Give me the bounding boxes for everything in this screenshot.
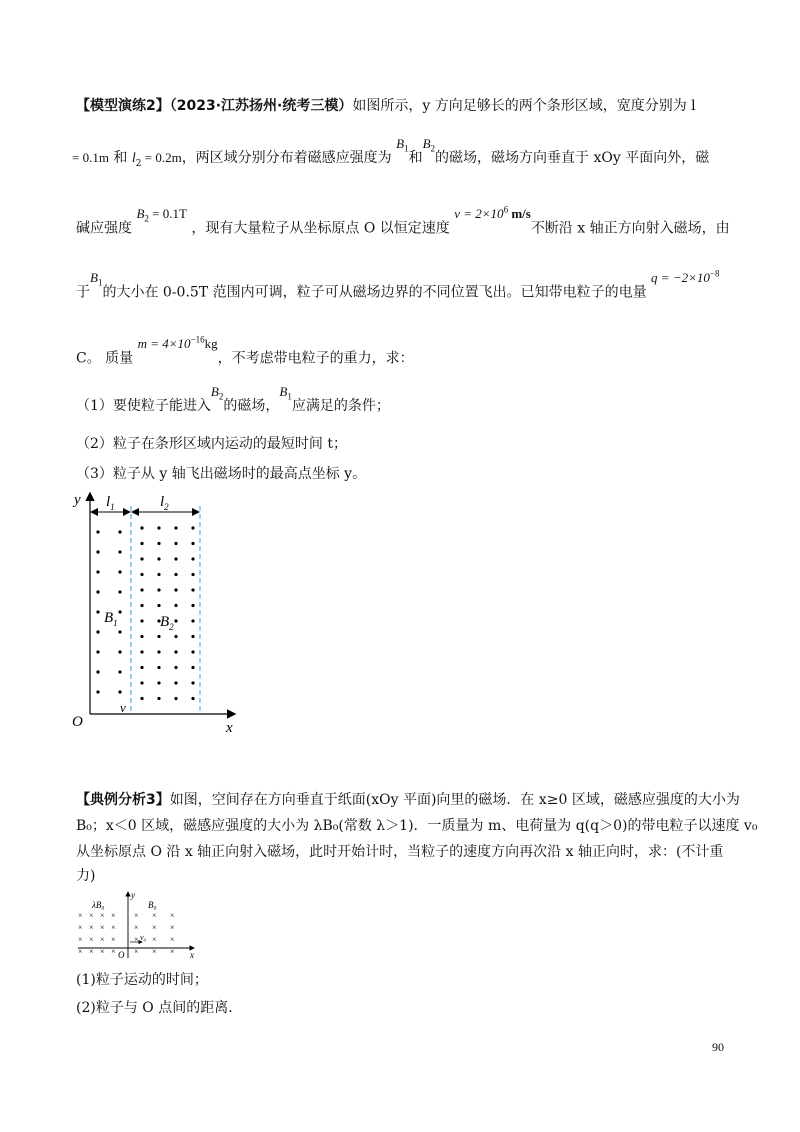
fig2-right-field-label: B₀ — [148, 900, 157, 910]
field-dot — [118, 530, 121, 533]
field-dot — [191, 557, 194, 560]
field-dot — [96, 530, 99, 533]
field-dot — [96, 610, 99, 613]
problem2-line4 — [76, 269, 720, 307]
field-dot — [174, 635, 177, 638]
field-dot — [118, 670, 121, 673]
field-cross: × — [100, 911, 105, 920]
field-dot — [191, 619, 194, 622]
b1-symbol: $B_1$ — [396, 136, 409, 154]
field-dot — [140, 526, 143, 529]
field-dot — [140, 697, 143, 700]
field-dot — [118, 690, 121, 693]
field-cross: × — [170, 935, 175, 944]
fig2-x-label: x — [190, 950, 194, 960]
field-dot — [96, 630, 99, 633]
field-dot — [118, 630, 121, 633]
problem2-text-a: ，两区域分别分布着磁感应强度为 — [181, 150, 392, 166]
field-dot — [191, 526, 194, 529]
field-cross: × — [134, 923, 139, 932]
y-axis-label: y — [74, 492, 81, 508]
field-cross: × — [78, 923, 83, 932]
field-dot — [157, 666, 160, 669]
field-cross: × — [111, 923, 116, 932]
field-dot — [191, 681, 194, 684]
field-dot — [191, 650, 194, 653]
field-cross: × — [78, 947, 83, 956]
and-word: 和 — [113, 150, 132, 166]
field-cross: × — [100, 947, 105, 956]
field-dot — [96, 670, 99, 673]
q1-b1: $B_1$ — [279, 384, 292, 402]
field-dot — [174, 650, 177, 653]
field-dot — [157, 681, 160, 684]
field-dot — [96, 650, 99, 653]
origin-label: O — [72, 714, 83, 730]
velocity-value: $v = 2\times 10^6$ m/s — [454, 205, 531, 222]
problem3-line1-text: 如图，空间存在方向垂直于纸面(xOy 平面)向里的磁场．在 x≥0 区域，磁感应强度的大小为 — [169, 792, 740, 808]
field-dot — [174, 588, 177, 591]
field-cross: × — [111, 947, 116, 956]
problem2-line2 — [72, 136, 710, 174]
field-dot — [118, 570, 121, 573]
field-strength-word: 碱应强度 — [76, 220, 132, 237]
and-word-2: 和 — [408, 150, 423, 166]
field-dot — [157, 526, 160, 529]
q1-text-c: 应满足的条件； — [291, 398, 390, 414]
field-dot — [157, 588, 160, 591]
field-dot — [157, 573, 160, 576]
field-dot — [157, 604, 160, 607]
field-cross: × — [152, 947, 157, 956]
problem2-question2: （2）粒子在条形区域内运动的最短时间 t； — [76, 436, 347, 452]
problem2-text-e: 的大小在 0-0.5T 范围内可调，粒子可从磁场边界的不同位置飞出。已知带电粒子的电量 — [102, 284, 647, 301]
field-dot — [174, 619, 177, 622]
field-cross: × — [152, 923, 157, 932]
field-dot — [140, 604, 143, 607]
field-dot — [157, 542, 160, 545]
field-cross: × — [89, 935, 94, 944]
fig2-velocity-label: v₀ — [140, 933, 147, 942]
field-dot — [174, 526, 177, 529]
field-cross: × — [78, 911, 83, 920]
field-cross: × — [89, 911, 94, 920]
field-dot — [191, 588, 194, 591]
field-cross: × — [111, 935, 116, 944]
b1-symbol-2: $B_1$ — [90, 270, 103, 288]
field-cross: × — [134, 911, 139, 920]
problem2-intro: 如图所示，y 方向足够长的两个条形区域，宽度分别为 l — [352, 98, 696, 114]
field-dot — [140, 573, 143, 576]
field-dot — [157, 635, 160, 638]
field-cross: × — [170, 947, 175, 956]
problem3-line2: B₀；x＜0 区域，磁感应强度的大小为 λB₀(常数 λ＞1)．一质量为 m、电荷量为 q(q＞0)的带电粒子以速度 v₀ — [76, 818, 758, 834]
page-number: 90 — [712, 1040, 724, 1054]
field-dot — [174, 697, 177, 700]
field-dot — [191, 697, 194, 700]
field-dot — [174, 542, 177, 545]
field-cross: × — [89, 947, 94, 956]
field-cross: × — [170, 911, 175, 920]
field-dot — [140, 666, 143, 669]
field-dot — [140, 557, 143, 560]
field-dot — [174, 666, 177, 669]
problem2-text-c: ，现有大量粒子从坐标原点 O 以恒定速度 — [191, 220, 450, 237]
field-dot — [96, 590, 99, 593]
l2-label: $l_2$ — [160, 494, 169, 512]
problem2-text-b: 的磁场，磁场方向垂直于 xOy 平面向外，磁 — [435, 150, 710, 166]
field-cross: × — [152, 935, 157, 944]
fig2-field-crosses — [78, 911, 175, 956]
b2-symbol: $B_2$ — [422, 136, 436, 154]
field-cross: × — [134, 947, 139, 956]
field-dot — [174, 557, 177, 560]
field-dot — [118, 550, 121, 553]
charge-value: $q = -2\times 10^{-8}$ — [651, 269, 720, 286]
problem3-question1: (1)粒子运动的时间； — [76, 972, 208, 988]
field-dot — [118, 650, 121, 653]
x-axis-label: x — [226, 720, 233, 736]
figure-two-fields — [74, 888, 214, 968]
field-dot — [191, 573, 194, 576]
field-dot — [96, 690, 99, 693]
l1-value: = 0.1m — [72, 150, 109, 165]
problem3-line3: 从坐标原点 O 沿 x 轴正向射入磁场，此时开始计时，当粒子的速度方向再次沿 x 轴正向时，求：(不计重 — [76, 844, 724, 860]
field-dot — [118, 590, 121, 593]
field-dot — [140, 635, 143, 638]
figure-strip-fields — [64, 486, 264, 746]
field-cross: × — [78, 935, 83, 944]
problem2-tag: 【模型演练2】 — [76, 98, 170, 114]
q1-b2: $B_2$ — [210, 384, 224, 402]
due-word: 于 — [76, 284, 90, 301]
problem2-line3 — [76, 205, 730, 243]
problem2-line5 — [76, 335, 414, 368]
field-dot — [118, 610, 121, 613]
coulomb-mass-word: C。 质量 — [76, 350, 134, 367]
field-cross: × — [100, 935, 105, 944]
velocity-label: v — [120, 700, 126, 715]
l2-symbol: l — [131, 151, 136, 166]
b1-label: $B_1$ — [104, 610, 118, 628]
field-dot — [174, 681, 177, 684]
fig2-left-field-label: λB₀ — [92, 900, 105, 910]
field-dot — [96, 550, 99, 553]
fig2-y-label: y — [131, 890, 135, 900]
mass-value: $m = 4\times 10^{-16}kg$ — [137, 335, 218, 352]
field-dot — [157, 697, 160, 700]
q1-text-b: 的磁场， — [223, 398, 280, 414]
field-cross: × — [100, 923, 105, 932]
field-cross: × — [111, 911, 116, 920]
b2-label: $B_2$ — [160, 614, 174, 632]
field-dot — [96, 570, 99, 573]
problem3-line4: 力) — [76, 868, 96, 884]
field-dot — [174, 573, 177, 576]
field-dot — [174, 604, 177, 607]
field-cross: × — [152, 911, 157, 920]
l2-value: = 0.2m — [141, 150, 182, 165]
field-dot — [157, 557, 160, 560]
problem2-line1 — [76, 96, 696, 116]
problem3-line1 — [76, 790, 740, 810]
l1-label: $l_1$ — [106, 494, 115, 512]
field-dot — [191, 635, 194, 638]
problem2-question1 — [76, 384, 390, 421]
field-dot — [140, 650, 143, 653]
field-dot — [191, 542, 194, 545]
field-cross: × — [170, 923, 175, 932]
field-cross: × — [134, 935, 139, 944]
problem3-question2: (2)粒子与 O 点间的距离． — [76, 1000, 243, 1016]
field-cross: × — [89, 923, 94, 932]
field-dot — [140, 619, 143, 622]
problem3-tag: 【典例分析3】 — [76, 792, 170, 808]
q1-text-a: （1）要使粒子能进入 — [76, 398, 211, 414]
field-dot — [191, 666, 194, 669]
l2-sub: 2 — [135, 158, 142, 169]
field-dot — [140, 542, 143, 545]
problem2-text-f: ，不考虑带电粒子的重力，求： — [217, 350, 414, 367]
fig2-origin-label: O — [118, 950, 125, 960]
field-dot — [157, 650, 160, 653]
problem2-question3: （3）粒子从 y 轴飞出磁场时的最高点坐标 y。 — [76, 466, 367, 482]
field-dot — [191, 604, 194, 607]
b2-value: $B_2 = 0.1T$ — [136, 206, 187, 224]
problem2-source: （2023·江苏扬州·统考三模） — [169, 98, 353, 114]
problem2-text-d: 不断沿 x 轴正方向射入磁场，由 — [530, 220, 730, 237]
field-dot — [140, 588, 143, 591]
field-dot — [140, 681, 143, 684]
